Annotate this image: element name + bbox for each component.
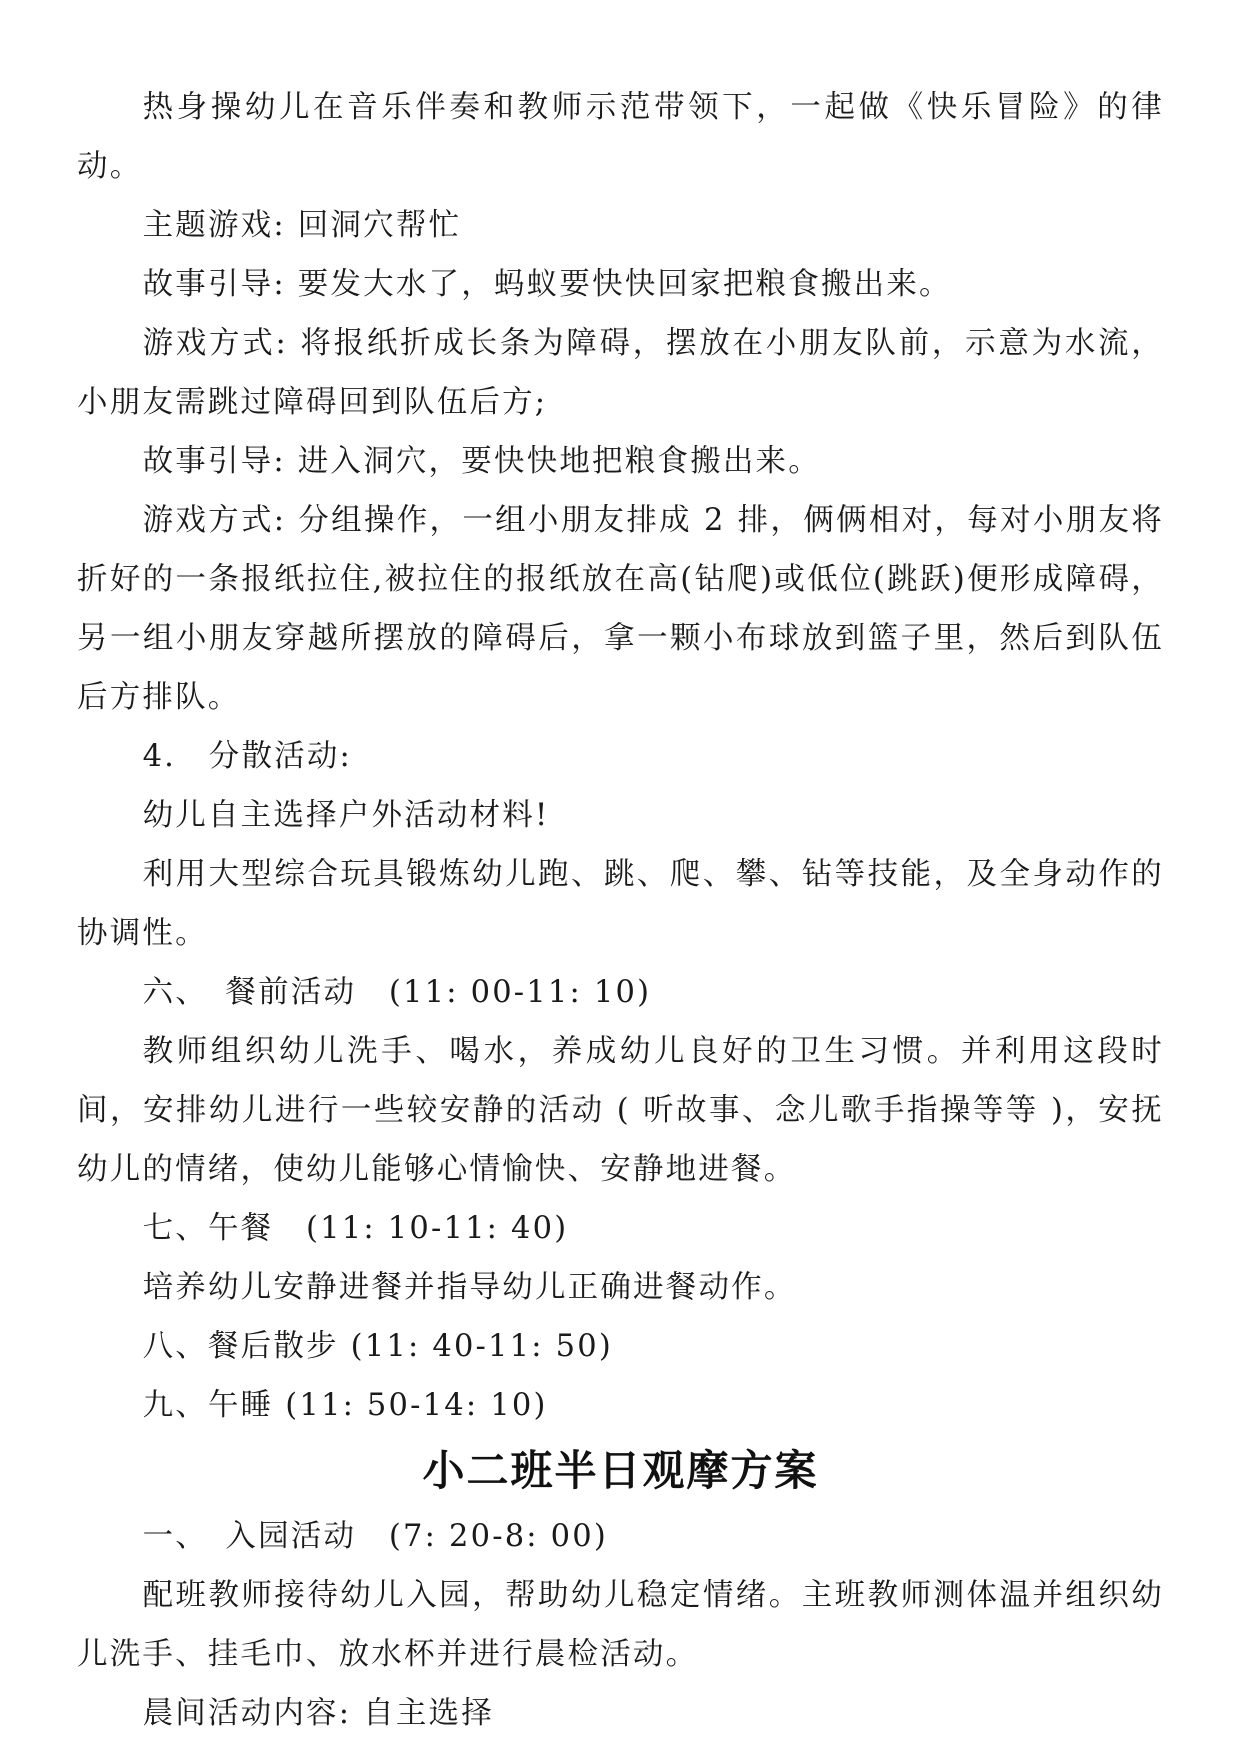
pre-meal-paragraph: 教师组织幼儿洗手、喝水，养成幼儿良好的卫生习惯。并利用这段时间，安排幼儿进行一些较安静的活动 ( 听故事、念儿歌手指操等等 )，安抚幼儿的情绪，使幼儿能够心情愉快、安静地进餐。 [77,1034,1164,1187]
story-guide-2: 故事引导: 进入洞穴，要快快地把粮食搬出来。 [142,444,821,479]
game-method-1: 游戏方式: 将报纸折成长条为障碍，摆放在小朋友队前，示意为水流，小朋友需跳过障碍回到队伍后方; [77,326,1164,420]
lunch-paragraph: 培养幼儿安静进餐并指导幼儿正确进餐动作。 [142,1270,797,1305]
nap-heading: 九、午睡 (11: 50-14: 10) [142,1388,548,1423]
document-body [77,78,1164,1743]
free-activity-heading: 4. 分散活动: [142,739,353,774]
pre-meal-heading: 六、 餐前活动 (11: 00-11: 10) [142,975,652,1010]
story-guide-1: 故事引导: 要发大水了，蚂蚁要快快回家把粮食搬出来。 [142,267,952,302]
morning-activity-line: 晨间活动内容: 自主选择 [142,1696,494,1731]
equipment-paragraph: 利用大型综合玩具锻炼幼儿跑、跳、爬、攀、钻等技能，及全身动作的协调性。 [77,857,1164,951]
warmup-paragraph: 热身操幼儿在音乐伴奏和教师示范带领下，一起做《快乐冒险》的律动。 [77,90,1164,184]
game-method-2: 游戏方式: 分组操作，一组小朋友排成 2 排，俩俩相对，每对小朋友将折好的一条报纸拉住,被拉住的报纸放在高(钻爬)或低位(跳跃)便形成障碍，另一组小朋友穿越所摆放的障碍后，拿一颗小布球放到篮子里，然后到队伍后方排队。 [77,503,1164,715]
section-title: 小二班半日观摩方案 [422,1446,819,1495]
post-meal-walk-heading: 八、餐后散步 (11: 40-11: 50) [142,1329,613,1364]
free-activity-text: 幼儿自主选择户外活动材料! [142,798,550,833]
arrival-heading: 一、 入园活动 (7: 20-8: 00) [142,1519,608,1554]
theme-game-heading: 主题游戏: 回洞穴帮忙 [142,208,462,243]
arrival-paragraph: 配班教师接待幼儿入园，帮助幼儿稳定情绪。主班教师测体温并组织幼儿洗手、挂毛巾、放水杯并进行晨检活动。 [77,1578,1164,1672]
lunch-heading: 七、午餐 (11: 10-11: 40) [142,1211,569,1246]
